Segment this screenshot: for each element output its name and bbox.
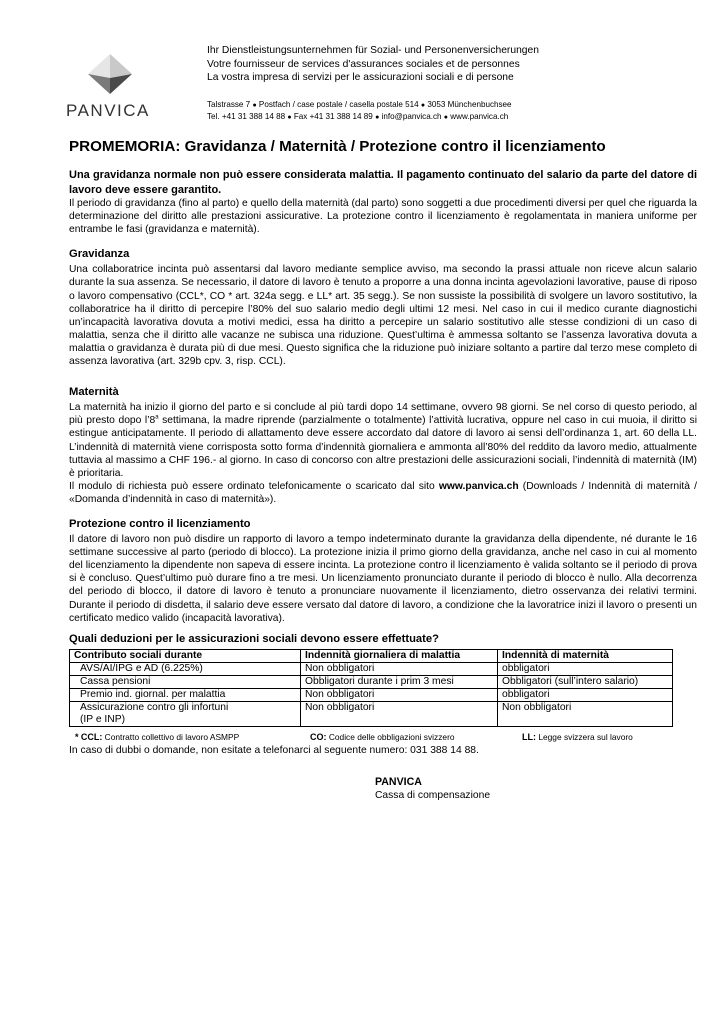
fax: Fax +41 31 388 14 89 <box>293 112 373 121</box>
postbox: Postfach / case postale / casella postale 514 <box>258 100 419 109</box>
deductions-table <box>69 649 673 727</box>
bullet-icon: ● <box>375 114 380 121</box>
table-cell: Non obbligatori <box>498 701 673 726</box>
table-header-row <box>70 649 673 662</box>
email-link[interactable]: info@panvica.ch <box>381 112 442 121</box>
signature-name: PANVICA <box>375 776 422 788</box>
address-line-2 <box>207 111 512 123</box>
table-cell: Obbligatori durante i prim 3 mesi <box>301 675 498 688</box>
maternity-download-text <box>69 480 697 506</box>
signature-block <box>375 776 697 802</box>
download-site-link[interactable]: www.panvica.ch <box>438 480 519 492</box>
table-cell: Non obbligatori <box>301 688 498 701</box>
maternity-text-part1: La maternità ha inizio il giorno del parto e si conclude al più tardi dopo 14 settimane, ovvero 98 giorni. Se nel corso di questo periodo, al più presto dopo l’8 <box>69 402 697 427</box>
footnote-ll <box>522 731 633 744</box>
download-text-part1: Il modulo di richiesta può essere ordinato telefonicamente o scaricato dal sito <box>69 480 439 492</box>
maternity-heading: Maternità <box>69 386 119 399</box>
dismissal-heading: Protezione contro il licenziamento <box>69 517 251 530</box>
deductions-heading: Quali deduzioni per le assicurazioni sociali devono essere effettuate? <box>69 632 439 645</box>
street: Talstrasse 7 <box>207 100 251 109</box>
table-cell: Non obbligatori <box>301 662 498 675</box>
table-row <box>70 662 673 675</box>
bullet-icon: ● <box>287 114 292 121</box>
bullet-icon: ● <box>420 102 426 109</box>
contact-paragraph: In caso di dubbi o domande, non esitate a telefonarci al seguente numero: 031 388 14 88. <box>69 744 479 756</box>
column-header: Contributo sociali durante <box>70 649 301 662</box>
bullet-icon: ● <box>252 102 257 109</box>
maternity-text <box>69 401 697 480</box>
signature-subtitle: Cassa di compensazione <box>375 790 491 802</box>
logo-text: PANVICA <box>66 101 150 120</box>
maternity-text-part2: settimana, la madre riprende (parzialmente o totalmente) l’attività lucrativa, oppure nel caso in cui muoia, il diritto si estingue anticipatamente. Il periodo di allattamento deve essere accordato dal datore di lavoro ai sensi dell’ordinanza 1, art. 60 della LL. L’indennità di maternità viene corrisposta sotto forma d’indennità giornaliera e ammonta all’80% del reddito da lavoro medio, attualmente tuttavia al massimo a CHF 196.- al giorno. In caso di concorso con altre prestazioni delle assicurazioni sociali, l’indennità di maternità (IM) è prioritaria. <box>69 415 697 479</box>
table-cell: Non obbligatori <box>301 701 498 726</box>
abbr-co: CO: <box>310 731 327 742</box>
table-cell: obbligatori <box>498 662 673 675</box>
panvica-diamond-icon <box>86 52 134 98</box>
column-header: Indennità di maternità <box>498 649 673 662</box>
company-address <box>207 99 512 123</box>
footnote-co <box>310 731 522 744</box>
pregnancy-text: Una collaboratrice incinta può assentarsi dal lavoro mediante semplice avviso, ma secondo la prassi attuale non riceve alcun salario durante la sua assenza. Se necessario, il datore di lavoro è tenuto a proporre a una donna incinta agevolazioni lavorative, pause di riposo o lavoro compensativo (CCL*, CO * art. 324a segg. e LL* art. 35 segg.). Se non sussiste la possibilità di svolgere un lavoro sostitutivo, la collaboratrice ha il diritto di percepire l’80% del suo salario medio degli ultimi 12 mesi. Nel caso in cui il medico curante diagnostichi un’incapacità lavorativa dovuta a motivi medici, essa ha diritto a percepire un salario sostitutivo alle stesse condizioni di un caso di malattia, senza che il diritto alle vacanze ne subisca una riduzione. Quest’ultima è ammessa soltanto se l’assenza lavorativa dovuta a malattia o gravidanza è durata più di due mesi. Questo significa che la riduzione può iniziare soltanto a partire dal terzo mese completo di assenza lavorativa (art. 329b cpv. 3, risp. CCL). <box>69 264 697 368</box>
pregnancy-heading: Gravidanza <box>69 248 130 261</box>
intro-paragraph: Il periodo di gravidanza (fino al parto) e quello della maternità (dal parto) sono soggetti a due procedimenti diversi per quel che riguarda la determinazione del diritto alle prestazioni assicurative. La protezione contro il licenziamento è regolamentata in maniera uniforme per entrambe le fasi (gravidanza e maternità). <box>69 198 697 236</box>
table-cell: Cassa pensioni <box>70 675 301 688</box>
column-header: Indennità giornaliera di malattia <box>301 649 498 662</box>
website-link[interactable]: www.panvica.ch <box>450 112 509 121</box>
bullet-icon: ● <box>443 114 448 121</box>
city: 3053 Münchenbuchsee <box>427 100 512 109</box>
tagline-de: Ihr Dienstleistungsunternehmen für Sozial- und Personenversicherungen <box>207 45 539 56</box>
footnotes <box>75 731 697 744</box>
table-cell: AVS/AI/IPG e AD (6.225%) <box>70 662 301 675</box>
dismissal-text: Il datore di lavoro non può disdire un rapporto di lavoro a tempo indeterminato durante la gravidanza della dipendente, né durante le 16 settimane successive al parto (periodo di blocco). La protezione inizia il primo giorno della gravidanza, anche nel caso in cui al momento del licenziamento la dipendente non sapeva di essere incinta. La protezione contro il licenziamento è valida soltanto se il periodo di prova si è concluso. Quest’ultimo può durare fino a tre mesi. Un licenziamento pronunciato durante il periodo di blocco è nullo. Alla decorrenza del periodo di blocco, il datore di lavoro è tenuto a pronunciare nuovamente il licenziamento, dietro osservanza dei relativi termini. Durante il periodo di disdetta, il salario deve essere versato dal datore di lavoro, a condizione che la lavoratrice inizi il lavoro o presenti un certificato medico valido (incapacità lavorativa). <box>69 534 697 624</box>
table-row <box>70 701 673 726</box>
footnote-star: * <box>75 731 79 742</box>
document-body <box>69 168 697 802</box>
abbr-ccl: CCL: <box>80 731 103 742</box>
table-cell: obbligatori <box>498 688 673 701</box>
table-cell: Premio ind. giornal. per malattia <box>70 688 301 701</box>
download-text-part2: (Downloads / Indennità di maternità / «Domanda d’indennità in caso di maternità»). <box>69 480 698 505</box>
tagline-fr: Votre fournisseur de services d'assurances sociales et de personnes <box>207 58 520 70</box>
table-cell: Assicurazione contro gli infortuni (IP e INP) <box>70 701 301 726</box>
company-tagline <box>207 44 539 85</box>
document-title: PROMEMORIA: Gravidanza / Maternità / Protezione contro il licenziamento <box>69 138 606 155</box>
co-definition: Codice delle obbligazioni svizzero <box>328 731 455 742</box>
table-cell: Obbligatori (sull’intero salario) <box>498 675 673 688</box>
ll-definition: Legge svizzera sul lavoro <box>538 731 633 742</box>
phone: Tel. +41 31 388 14 88 <box>207 112 286 121</box>
table-row <box>70 688 673 701</box>
abbr-ll: LL: <box>522 731 536 742</box>
panvica-logo <box>66 52 158 121</box>
lead-paragraph: Una gravidanza normale non può essere considerata malattia. Il pagamento continuato del salario da parte del datore di lavoro deve essere garantito. <box>69 169 697 196</box>
table-row <box>70 675 673 688</box>
ccl-definition: Contratto collettivo di lavoro ASMPP <box>104 731 240 742</box>
footnote-ccl <box>75 731 310 744</box>
address-line-1 <box>207 99 512 111</box>
ordinal-superscript: a <box>155 414 159 421</box>
tagline-it: La vostra impresa di servizi per le assicurazioni sociali e di persone <box>207 72 514 83</box>
